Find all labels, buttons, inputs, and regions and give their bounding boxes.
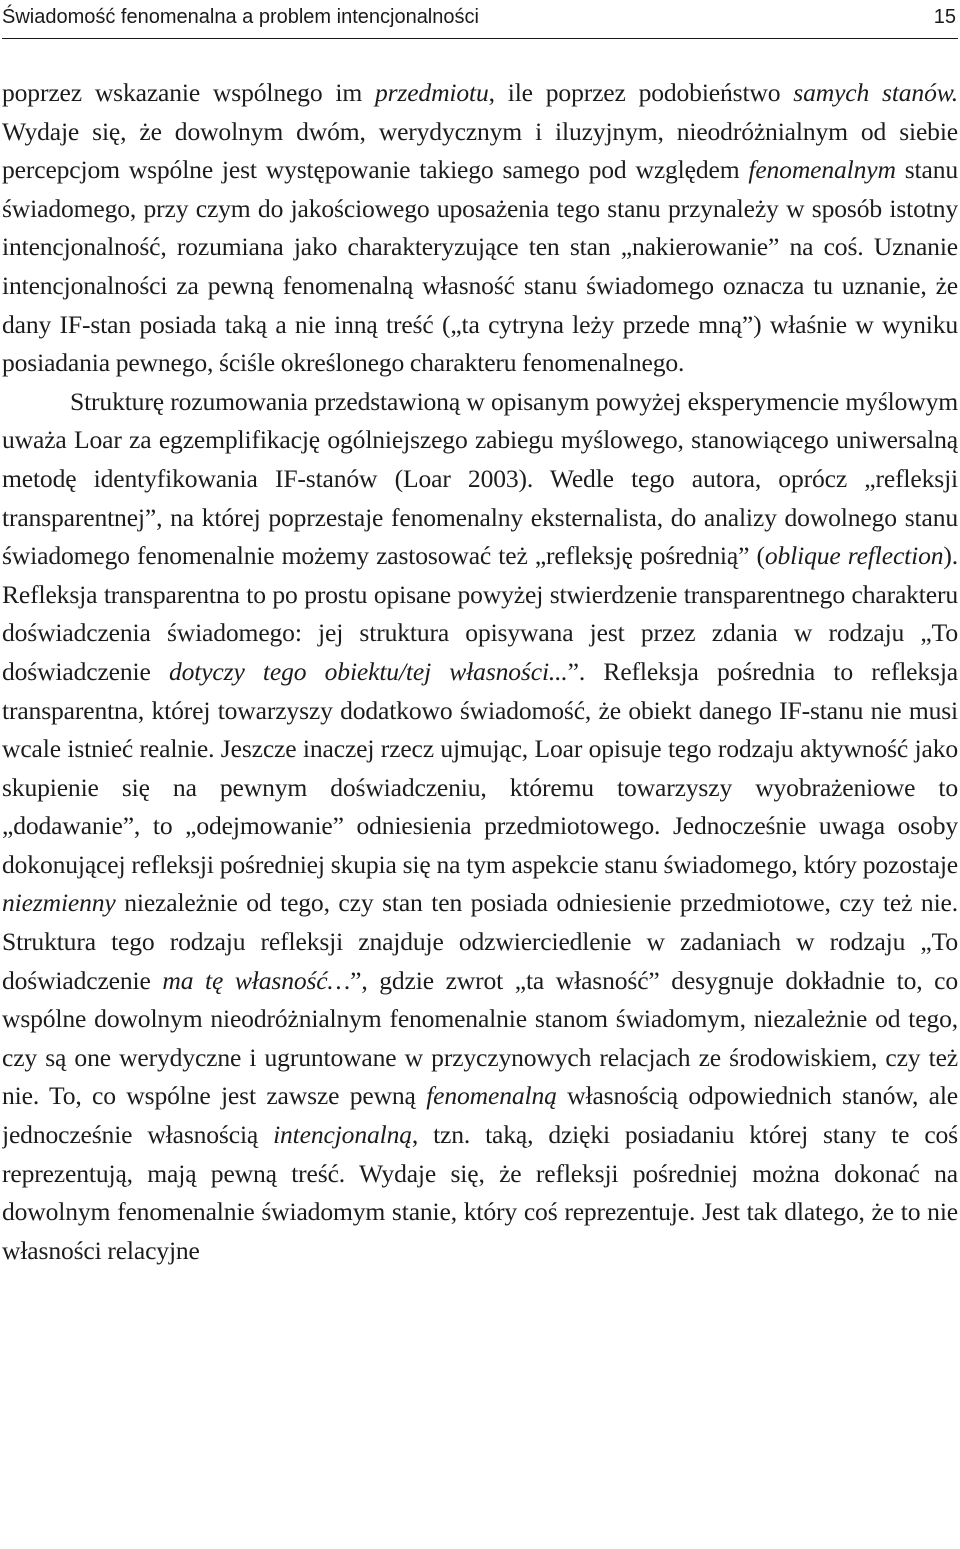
text-run: stanu świadomego, przy czym do jakościowego uposażenia tego stanu przynależy w sposób istotny intencjonalność, rozumiana jako charakteryzujące ten stan „nakierowanie” na coś. Uznanie intencjonalności za pewną fenomenalną własność stanu świadomego oznacza tu uznanie, że dany IF-stan posiada taką a nie inną treść („ta cytryna leży przede mną”) właśnie w wyniku posiadania pewnego, ściśle określonego charakteru fenomenalnego. [2,155,958,378]
page-number: 15 [933,6,956,28]
paragraph-2 [2,383,958,1271]
text-run: Wydaje się, że dowolnym dwóm, werydycznym i iluzyjnym, nieodróżnialnym od siebie percepcjom wspólne jest występowanie takiego samego pod względem [2,116,958,185]
text-run: własnością odpowiednich stanów, ale jednocześnie własnością [2,1081,958,1150]
text-run: , tzn. taką, dzięki posiadaniu której stany te coś reprezentują, mają pewną treść. Wydaje się, że refleksji pośredniej można dokonać na dowolnym fenomenalnie świadomym stanie, który coś reprezentuje. Jest tak dlatego, że to nie własności relacyjne [2,1120,958,1265]
italic-run: ma tę własność… [162,965,351,995]
running-head-title: Świadomość fenomenalna a problem intencjonalności [2,6,479,28]
running-head [2,6,958,39]
text-run: Strukturę rozumowania przedstawioną w opisanym powyżej eksperymencie myślowym uważa Loar za egzemplifikację ogólniejszego zabiegu myślowego, stanowiącego uniwersalną metodę identyfikowania IF-stanów (Loar 2003). Wedle tego autora, oprócz „refleksji transparentnej”, na której poprzestaje fenomenalny eksternalista, do analizy dowolnego stanu świadomego fenomenalnie możemy zastosować też „refleksję pośrednią” ( [2,386,958,571]
text-run: poprzez wskazanie wspólnego im [2,78,375,107]
italic-run: fenomenalnym [748,155,896,185]
paragraph-1 [2,74,958,383]
document-page [2,0,958,1549]
text-run: ). Refleksja transparentna to po prostu opisane powyżej stwierdzenie transparentnego charakteru doświadczenia świadomego: jej struktura opisywana jest przez zdania w rodzaju „To doświadczenie [2,541,958,686]
italic-run: dotyczy tego obiektu/tej własności... [168,656,568,686]
italic-run: niezmienny [2,888,116,918]
italic-run: samych stanów. [793,78,958,107]
italic-run: fenomenalną [426,1081,557,1111]
text-run: ”. Refleksja pośrednia to refleksja transparentna, której towarzyszy dodatkowo świadomość, że obiekt danego IF-stanu nie musi wcale istnieć realnie. Jeszcze inaczej rzecz ujmując, Loar opisuje tego rodzaju aktywność jako skupienie się na pewnym doświadczeniu, któremu towarzyszy wyobrażeniowe to „dodawanie”, to „odejmowanie” odniesienia przedmiotowego. Jednocześnie uwaga osoby dokonującej refleksji pośredniej skupia się na tym aspekcie stanu świadomego, który pozostaje [2,656,958,879]
text-run: , ile poprzez podobieństwo [488,78,794,107]
text-run: niezależnie od tego, czy stan ten posiada odniesienie przedmiotowe, czy też nie. Struktura tego rodzaju refleksji znajduje odzwierciedlenie w zadaniach w rodzaju „To doświadczenie [2,888,958,995]
text-run: ”, gdzie zwrot „ta własność” desygnuje dokładnie to, co wspólne dowolnym nieodróżnialnym fenomenalnie stanom świadomym, niezależnie od tego, czy są one werydyczne i ugruntowane w przyczynowych relacjach ze środowiskiem, czy też nie. To, co wspólne jest zawsze pewną [2,965,958,1111]
italic-run: przedmiotu [374,78,489,107]
italic-run: oblique reflection [764,541,944,571]
italic-run: intencjonalną [273,1120,412,1150]
body-text [2,74,958,1270]
